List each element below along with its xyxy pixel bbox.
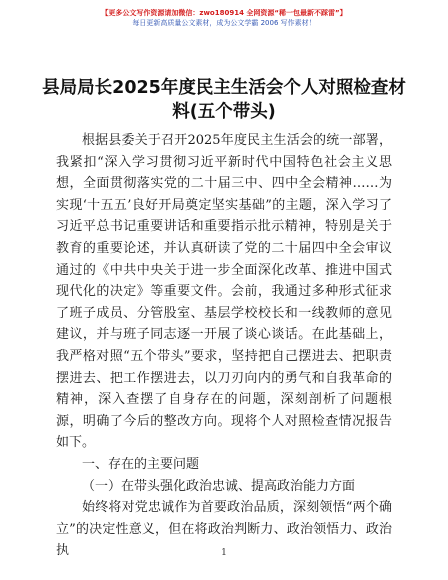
document-title: 县局局长2025年度民主生活会个人对照检查材料(五个带头) [42, 78, 406, 122]
page-number: 1 [221, 548, 227, 558]
body-paragraph: 始终将对党忠诚作为首要政治品质，深刻领悟“两个确立”的决定性意义，但在将政治判断力、政治领悟力、政治执 [56, 500, 392, 559]
document-body [56, 130, 392, 562]
subsection-heading: （一）在带头强化政治忠诚、提高政治能力方面 [82, 478, 356, 494]
promo-banner-line-2: 每日更新高质量公文素材，成为公文学霸 2006 写作素材！ [132, 19, 316, 27]
section-heading: 一、存在的主要问题 [82, 456, 200, 472]
promo-banner [0, 8, 448, 28]
promo-banner-line-1: 【更多公文写作资源请加微信：zwo180914 全网资源“稀一包最新不踩雷”】 [101, 9, 347, 17]
intro-paragraph: 根据县委关于召开2025年度民主生活会的统一部署，我紧扣“深入学习贯彻习近平新时代中国特色社会主义思想，全面贯彻落实党的二十届三中、四中全会精神……为实现‘十五五’良好开局奠定坚实基础”的主题，深入学习了习近平总书记重要讲话和重要指示批示精神，特别是关于教育的重要论述，并认真研读了党的二十届四中全会审议通过的《中共中央关于进一步全面深化改革、推进中国式现代化的决定》等重要文件。会前，我通过多种形式征求了班子成员、分管股室、基层学校校长和一线教师的意见建议，并与班子同志逐一开展了谈心谈话。在此基础上，我严格对照“五个带头”要求，坚持把自己摆进去、把职责摆进去、把工作摆进去，以刀刃向内的勇气和自我革命的精神，深入查摆了自身存在的问题，深刻剖析了问题根源，明确了今后的整改方向。现将个人对照检查情况报告如下。 [56, 133, 392, 451]
